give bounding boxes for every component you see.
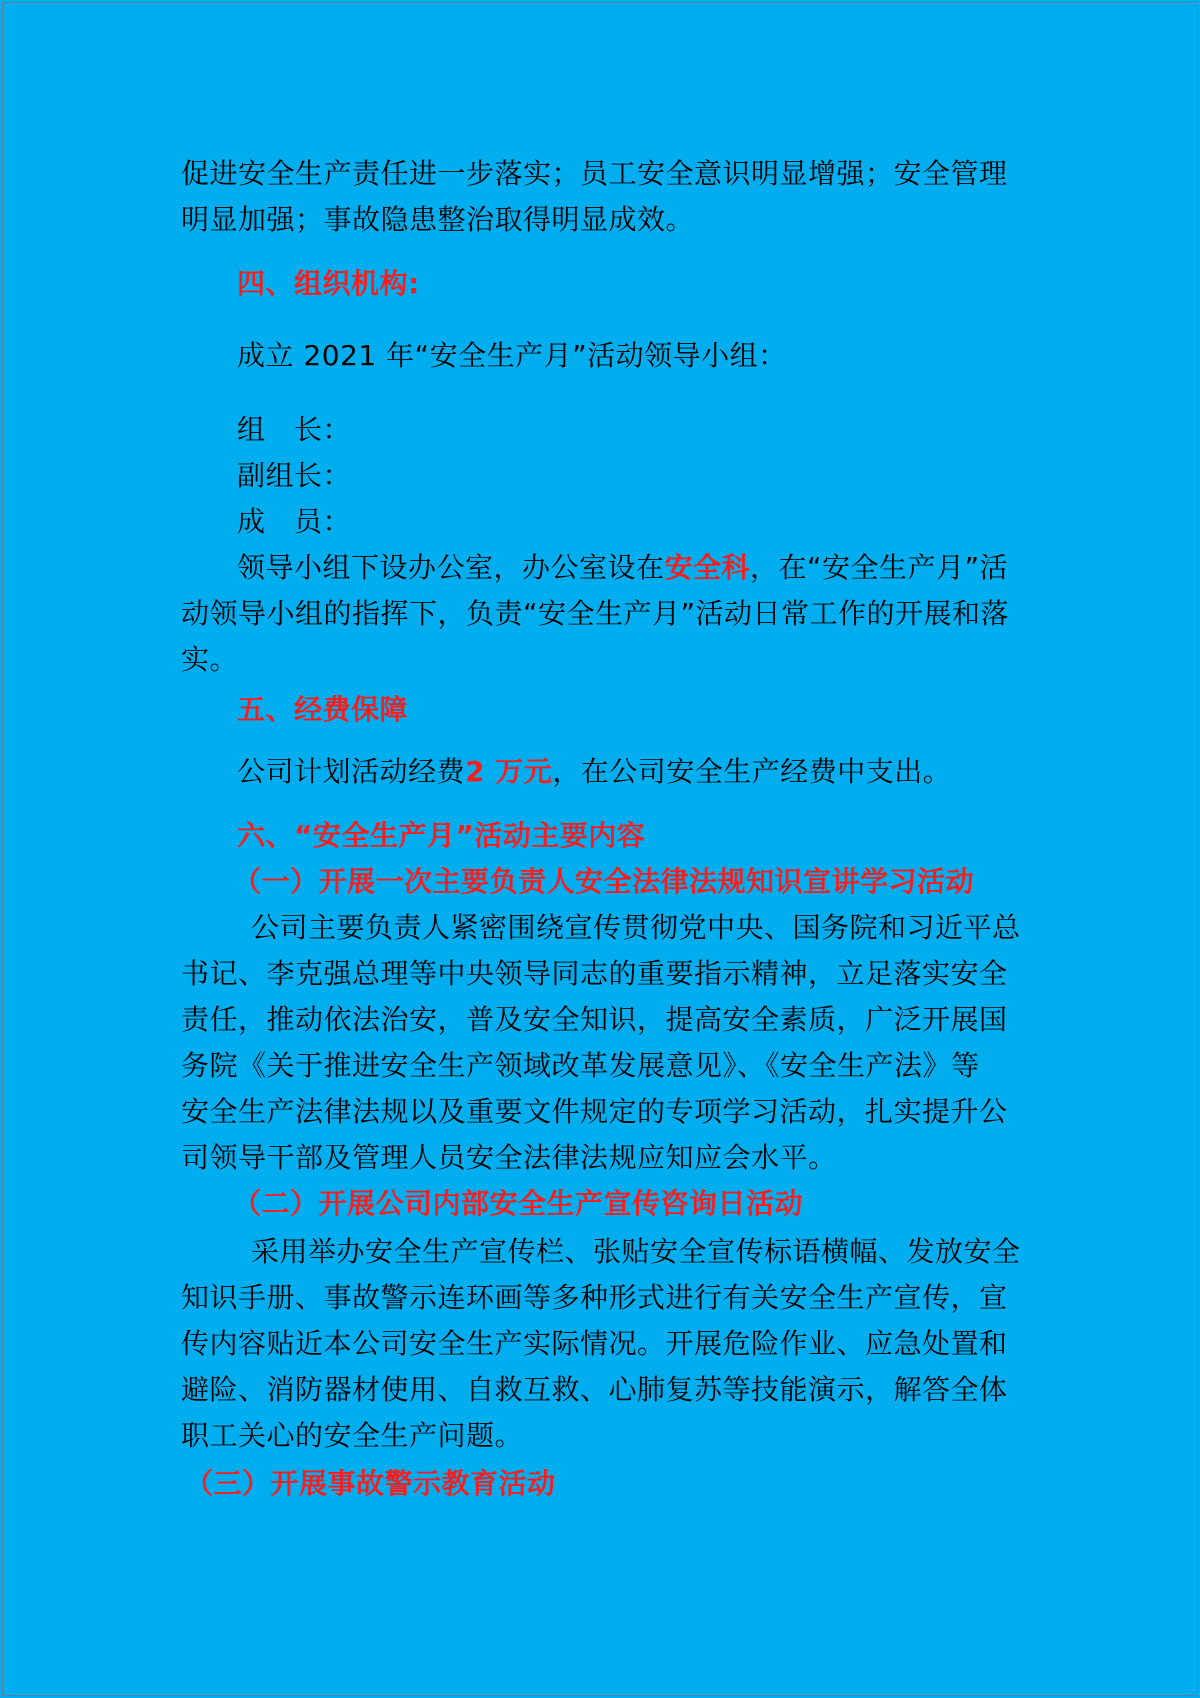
body-line: 务院《关于推进安全生产领域改革发展意见》、《安全生产法》等 (181, 1049, 980, 1082)
highlight-text: 安全科 (664, 551, 751, 584)
section-heading-5: 五、经费保障 (237, 693, 409, 726)
body-line: 责任，推动依法治安，普及安全知识，提高安全素质，广泛开展国 (181, 1003, 1008, 1036)
subsection-heading-2: （二）开展公司内部安全生产宣传咨询日活动 (233, 1187, 804, 1220)
body-line: 书记、李克强总理等中央领导同志的重要指示精神，立足落实安全 (181, 957, 1008, 990)
body-line: 实。 (181, 643, 239, 676)
member-label: 成 员： (237, 505, 352, 538)
body-text: 公司计划活动经费 (237, 755, 466, 788)
body-text: 领导小组下设办公室，办公室设在 (237, 551, 665, 584)
body-line: 职工关心的安全生产问题。 (181, 1419, 524, 1452)
leader-label: 组 长： (237, 413, 352, 446)
body-line: 司领导干部及管理人员安全法律法规应知应会水平。 (181, 1141, 837, 1174)
body-line: 公司主要负责人紧密围绕宣传贯彻党中央、国务院和习近平总 (251, 911, 1021, 944)
body-line: 采用举办安全生产宣传栏、张贴安全宣传标语横幅、发放安全 (251, 1235, 1021, 1268)
body-line: 动领导小组的指挥下，负责“安全生产月”活动日常工作的开展和落 (181, 597, 1010, 630)
body-line (237, 548, 1008, 588)
body-line: 明显加强；事故隐患整治取得明显成效。 (181, 203, 695, 236)
body-text: ，在公司安全生产经费中支出。 (552, 755, 952, 788)
deputy-leader-label: 副组长： (237, 459, 352, 492)
body-line (237, 752, 951, 792)
body-text: ，在“安全生产月”活 (750, 551, 1009, 584)
body-line: 知识手册、事故警示连环画等多种形式进行有关安全生产宣传，宣 (181, 1281, 1008, 1314)
body-line: 传内容贴近本公司安全生产实际情况。开展危险作业、应急处置和 (181, 1327, 1008, 1360)
body-line: 避险、消防器材使用、自救互救、心肺复苏等技能演示，解答全体 (181, 1373, 1008, 1406)
subsection-heading-1: （一）开展一次主要负责人安全法律法规知识宣讲学习活动 (233, 865, 975, 898)
highlight-text: 2 万元 (465, 755, 553, 788)
body-line: 安全生产法律法规以及重要文件规定的专项学习活动，扎实提升公 (181, 1095, 1008, 1128)
body-line: 成立 2021 年“安全生产月”活动领导小组： (237, 339, 787, 372)
section-heading-6: 六、“安全生产月”活动主要内容 (237, 819, 646, 852)
body-line: 促进安全生产责任进一步落实；员工安全意识明显增强；安全管理 (181, 157, 1008, 190)
section-heading-4: 四、组织机构: (237, 267, 420, 300)
subsection-heading-3: （三）开展事故警示教育活动 (185, 1467, 556, 1500)
